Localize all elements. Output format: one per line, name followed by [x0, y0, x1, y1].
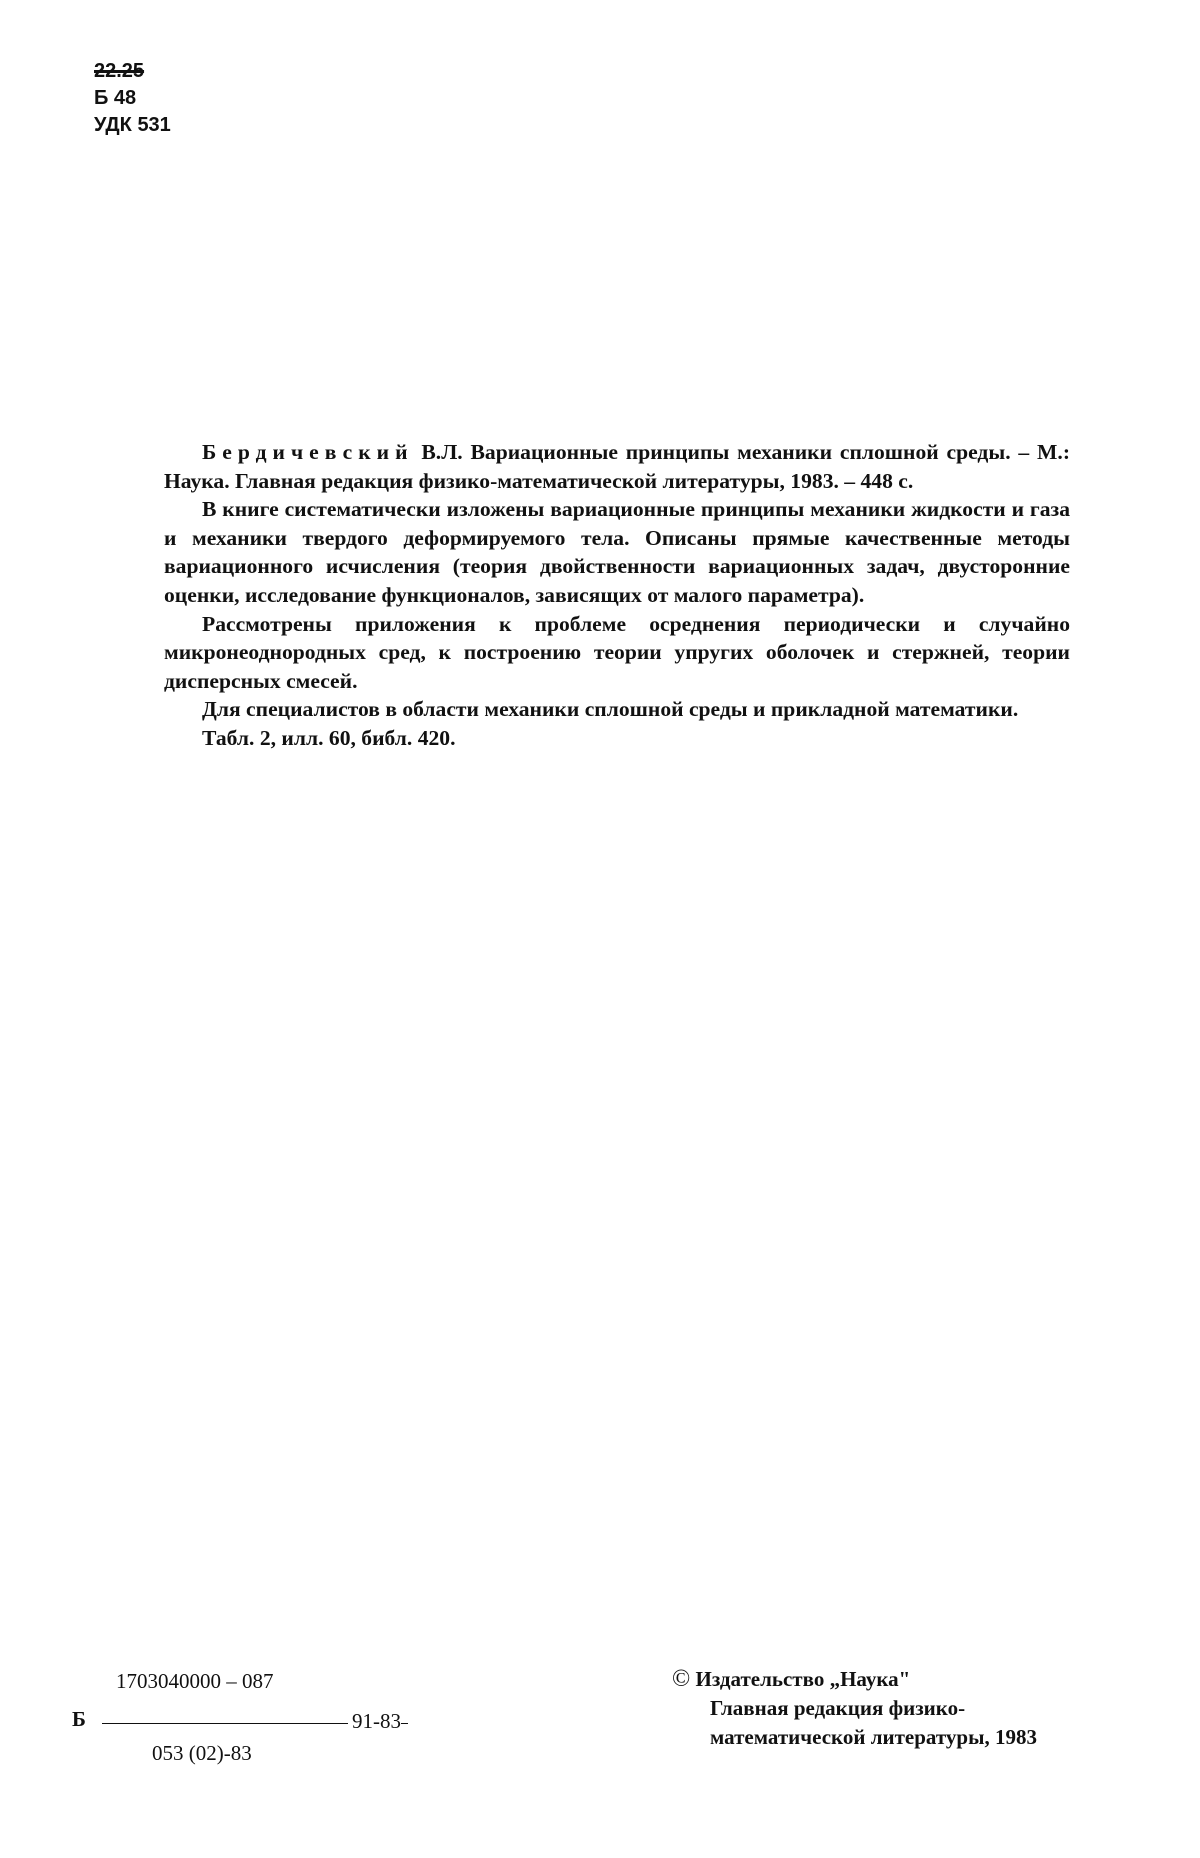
bbk-index: Б 48: [94, 87, 137, 109]
publisher-name: Издательство „Наука": [695, 1667, 911, 1691]
bibliographic-entry: [164, 438, 1070, 495]
classification-code-struck: 22.25: [94, 60, 145, 82]
copyright-line-3: математической литературы, 1983: [710, 1725, 1037, 1749]
author-name: Бердичевский: [202, 440, 414, 464]
copyright-line-2: Главная редакция физико-: [710, 1696, 966, 1720]
abstract-paragraph-2: Рассмотрены приложения к проблеме осреднения периодически и случайно микронеоднородных сред, к построению теории упругих оболочек и стержней, теории дисперсных смесей.: [164, 611, 1070, 693]
abstract-audience: Для специалистов в области механики сплошной среды и прикладной математики.: [202, 697, 1019, 722]
catalog-letter: Б: [72, 1707, 86, 1731]
abstract-paragraph-1: В книге систематически изложены вариационные принципы механики жидкости и газа и механики твердого деформируемого тела. Описаны прямые качественные методы вариационного исчисления (теория двойственности вариационных задач, двусторонние оценки, исследование функционалов, зависящих от малого параметра).: [164, 497, 1070, 607]
copyright-line-1: [672, 1665, 1132, 1694]
abstract-stats: Табл. 2, илл. 60, библ. 420.: [202, 725, 456, 750]
book-title-and-imprint: Вариационные принципы механики сплошной среды. – М.: Наука. Главная редакция физико-математической литературы, 1983. – 448 с.: [164, 440, 1071, 493]
bibliographic-abstract: [164, 438, 1070, 753]
author-initials: В.Л.: [421, 440, 463, 464]
catalog-numerator: 1703040000 – 087: [116, 1669, 274, 1693]
copyright-icon: ©: [672, 1666, 691, 1692]
catalog-indices: [94, 58, 171, 139]
catalog-series-code: 91-83: [348, 1709, 401, 1734]
copyright-notice: [672, 1665, 1132, 1752]
catalog-denominator: 053 (02)-83: [152, 1741, 252, 1765]
catalog-fraction-code: [72, 1665, 432, 1775]
udc-code: УДК 531: [94, 114, 171, 136]
